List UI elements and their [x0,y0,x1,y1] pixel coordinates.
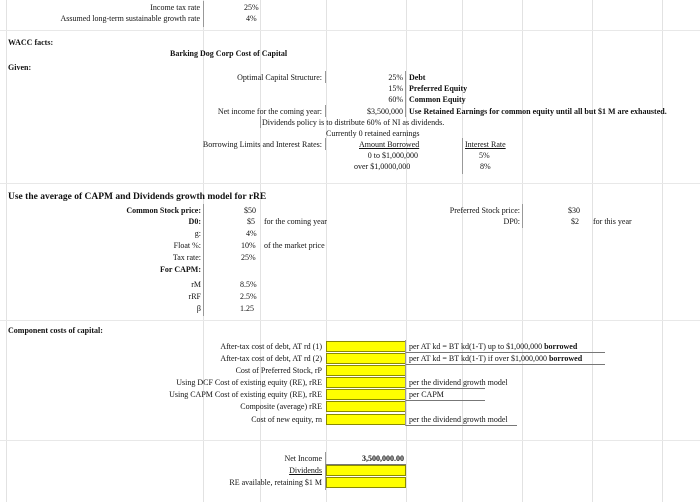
dp0-note: for this year [593,217,632,226]
answer-cell-new-equity[interactable] [326,414,406,425]
grid-line [0,440,700,441]
tax-value: 25% [241,253,256,262]
preferred-price-value: $30 [568,206,580,215]
rrf-value: 2.5% [240,292,257,301]
income-tax-label: Income tax rate [150,3,200,12]
grid-line [406,0,407,502]
grid-line [6,0,7,502]
row-border [405,425,517,426]
cell-border [203,1,204,27]
component-label-3: Cost of Preferred Stock, rP [235,366,322,375]
rrf-label: rRF [188,292,201,301]
grid-line [462,0,463,502]
tax-label: Tax rate: [172,253,201,262]
component-note-5: per CAPM [409,390,444,399]
component-note-1 [409,342,577,352]
dividends-policy: Dividends policy is to distribute 60% of NI as dividends. [262,118,445,127]
amount-borrowed-header: Amount Borrowed [359,140,420,149]
g-value: 4% [246,229,257,238]
given-label: Given: [8,63,32,72]
page-title: Barking Dog Corp Cost of Capital [170,49,288,58]
cell-border [325,452,326,490]
grid-line [0,320,700,321]
cell-border [325,138,326,150]
dp0-value: $2 [571,217,579,226]
debt-label: Debt [409,73,426,82]
current-retained-earnings: Currently 0 retained earnings [326,129,420,138]
borrow-amount-1: 0 to $1,000,000 [367,151,418,160]
component-note-2-text: per AT kd = BT kd(1-T) if over $1,000,000 [409,354,549,363]
capm-label: For CAPM: [160,265,201,274]
beta-value: 1.25 [240,304,254,313]
row-border [326,464,406,465]
row-border [405,388,485,389]
answer-cell-debt-2[interactable] [326,353,406,364]
cell-border [405,71,406,107]
d0-note: for the coming year [264,217,327,226]
grid-line [326,0,327,502]
row-border [405,352,605,353]
cell-border [260,116,261,128]
component-note-1-bold: borrowed [544,342,578,351]
capital-structure-label: Optimal Capital Structure: [237,73,322,82]
row-border [405,400,485,401]
stock-price-label: Common Stock price: [126,206,201,215]
answer-cell-dcf[interactable] [326,377,406,388]
component-note-2-bold: borrowed [548,354,583,363]
answer-cell-preferred[interactable] [326,365,406,376]
component-note-4: per the dividend growth model [409,378,508,387]
preferred-label: Preferred Equity [409,84,468,93]
bottom-re-label: RE available, retaining $1 M [229,478,322,487]
interest-rate-header: Interest Rate [465,140,506,149]
debt-pct: 25% [388,73,403,82]
borrow-rate-1: 5% [479,151,490,160]
preferred-price-label: Preferred Stock price: [449,206,520,215]
component-label-5: Using CAPM Cost of existing equity (RE), rRE [169,390,322,399]
component-label-6: Composite (average) rRE [240,402,322,411]
common-label: Common Equity [409,95,466,104]
borrow-amount-2: over $1,0000,000 [354,162,411,171]
cell-border [405,340,406,426]
answer-cell-debt-1[interactable] [326,341,406,352]
grid-line [662,0,663,502]
component-label-7: Cost of new equity, rn [251,415,322,424]
component-note-7: per the dividend growth model [409,415,508,424]
d0-label: D0: [188,217,201,226]
components-heading: Component costs of capital: [8,326,103,335]
cell-border [405,105,406,117]
net-income-label: Net income for the coming year: [217,107,322,116]
wacc-facts-label: WACC facts: [8,38,54,47]
dp0-label: DP0: [503,217,520,226]
borrowing-label: Borrowing Limits and Interest Rates: [202,140,322,149]
net-income-value: $3,500,000 [367,107,403,116]
rm-value: 8.5% [240,280,257,289]
borrow-rate-2: 8% [480,162,491,171]
rm-label: rM [191,280,201,289]
cell-border [203,204,204,316]
component-label-2: After-tax cost of debt, AT rd (2) [220,354,322,363]
answer-cell-capm[interactable] [326,389,406,400]
component-note-1-text: per AT kd = BT kd(1-T) up to $1,000,000 [409,342,545,351]
income-tax-value: 25% [244,3,259,12]
cell-border [325,105,326,117]
d0-value: $5 [247,217,255,226]
answer-cell-dividends[interactable] [326,465,406,476]
stock-price-value: $50 [244,206,256,215]
component-label-4: Using DCF Cost of existing equity (RE), rRE [176,378,322,387]
grid-line [0,30,700,31]
growth-label: Assumed long-term sustainable growth rate [60,14,200,23]
float-note: of the market price [264,241,325,250]
grid-line [522,0,523,502]
grid-line [0,183,700,184]
component-note-2 [409,354,582,364]
beta-label: β [196,304,201,313]
bottom-net-income-value: 3,500,000.00 [362,454,404,463]
bottom-net-income-label: Net Income [284,454,322,463]
preferred-pct: 15% [388,84,403,93]
grid-line [592,0,593,502]
component-label-1: After-tax cost of debt, AT rd (1) [220,342,322,351]
common-pct: 60% [388,95,403,104]
cell-border [462,138,463,174]
section-heading: Use the average of CAPM and Dividends growth model for rRE [8,192,267,202]
g-label: g: [194,229,201,238]
answer-cell-re-available[interactable] [326,477,406,488]
retained-earnings-note: Use Retained Earnings for common equity until all but $1 M are exhausted. [409,107,667,116]
row-border [405,364,605,365]
float-value: 10% [241,241,256,250]
answer-cell-composite[interactable] [326,401,406,412]
cell-border [325,71,326,83]
growth-value: 4% [246,14,257,23]
cell-border [522,204,523,228]
float-label: Float %: [173,241,201,250]
bottom-dividends-label: Dividends [289,466,322,475]
